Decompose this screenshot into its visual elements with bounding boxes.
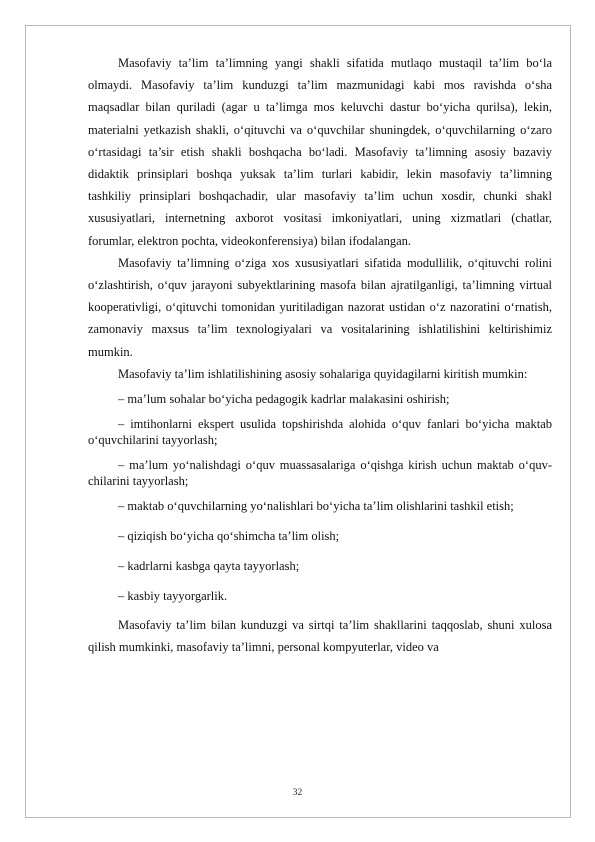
list-item: – ma’lum yo‘nalishdagi o‘quv muassasalariga o‘qishga kirish uchun maktab o‘quv-chilarini tayyorlash; [88, 458, 552, 489]
list-item: – kasbiy tayyorgarlik. [118, 589, 228, 604]
document-body [88, 52, 552, 658]
paragraph-closing: Masofaviy ta’lim bilan kunduzgi va sirtqi ta’lim shakllarini taqqoslab, shuni xulosa qilish mumkinki, masofaviy ta’limni, personal kompyuterlar, video va [88, 618, 552, 655]
list-item: – ma’lum sohalar bo‘yicha pedagogik kadrlar malakasini oshirish; [118, 392, 450, 407]
paragraph-areas: Masofaviy ta’lim ishlatilishining asosiy sohalariga quyidagilarni kiritish mumkin: [118, 366, 528, 381]
list-item: – qiziqish bo‘yicha qo‘shimcha ta’lim olish; [118, 529, 340, 544]
list-item: – imtihonlarni ekspert usulida topshirishda alohida o‘quv fanlari bo‘yicha maktab o‘quvchilarini tayyorlash; [88, 417, 552, 448]
list-item: – kadrlarni kasbga qayta tayyorlash; [118, 559, 300, 574]
page-number: 32 [292, 788, 303, 798]
paragraph-features: Masofaviy ta’limning o‘ziga xos xususiyatlari sifatida modullilik, o‘qituvchi rolini o‘zlashtirish, o‘quv jarayoni subyektlarining masofa bilan ajratilganligi, ta’limning virtual kooperativligi, o‘qituvchi tomonidan yuritiladigan nazorat ustidan o‘z nazoratini o‘rnatish, zamonaviy maxsus ta’lim texnologiyalari va vositalarining ishlatilishini keltirishimiz mumkin. [88, 255, 552, 359]
list-item: – maktab o‘quvchilarning yo‘nalishlari bo‘yicha ta’lim olishlarini tashkil etish; [118, 499, 514, 514]
paragraph-intro: Masofaviy ta’lim ta’limning yangi shakli sifatida mutlaqo mustaqil ta’lim bo‘la olmaydi. Masofaviy ta’lim kunduzgi ta’lim mazmunidagi kabi mos ravishda o‘sha maqsadlar bilan quriladi (agar u ta’limga mos keluvchi dastur bo‘yicha qurilsa), lekin, materialni yetkazish shakli, o‘qituvchi va o‘quvchilar shuningdek, o‘quvchilarning o‘zaro o‘rtasidagi ta’sir etish shakli boshqacha bo‘ladi. Masofaviy ta’limning asosiy bazaviy didaktik prinsiplari boshqa yuksak ta’lim turlari kabidir, lekin masofaviy ta’limning tashkiliy prinsiplari boshqachadir, ular masofaviy ta’lim uchun xosdir, chunki shakl xususiyatlari, internetning axborot vositasi imkoniyatlari, uning xizmatlari (chatlar, forumlar, elektron pochta, videokonferensiya) bilan ifodalangan. [88, 56, 552, 248]
